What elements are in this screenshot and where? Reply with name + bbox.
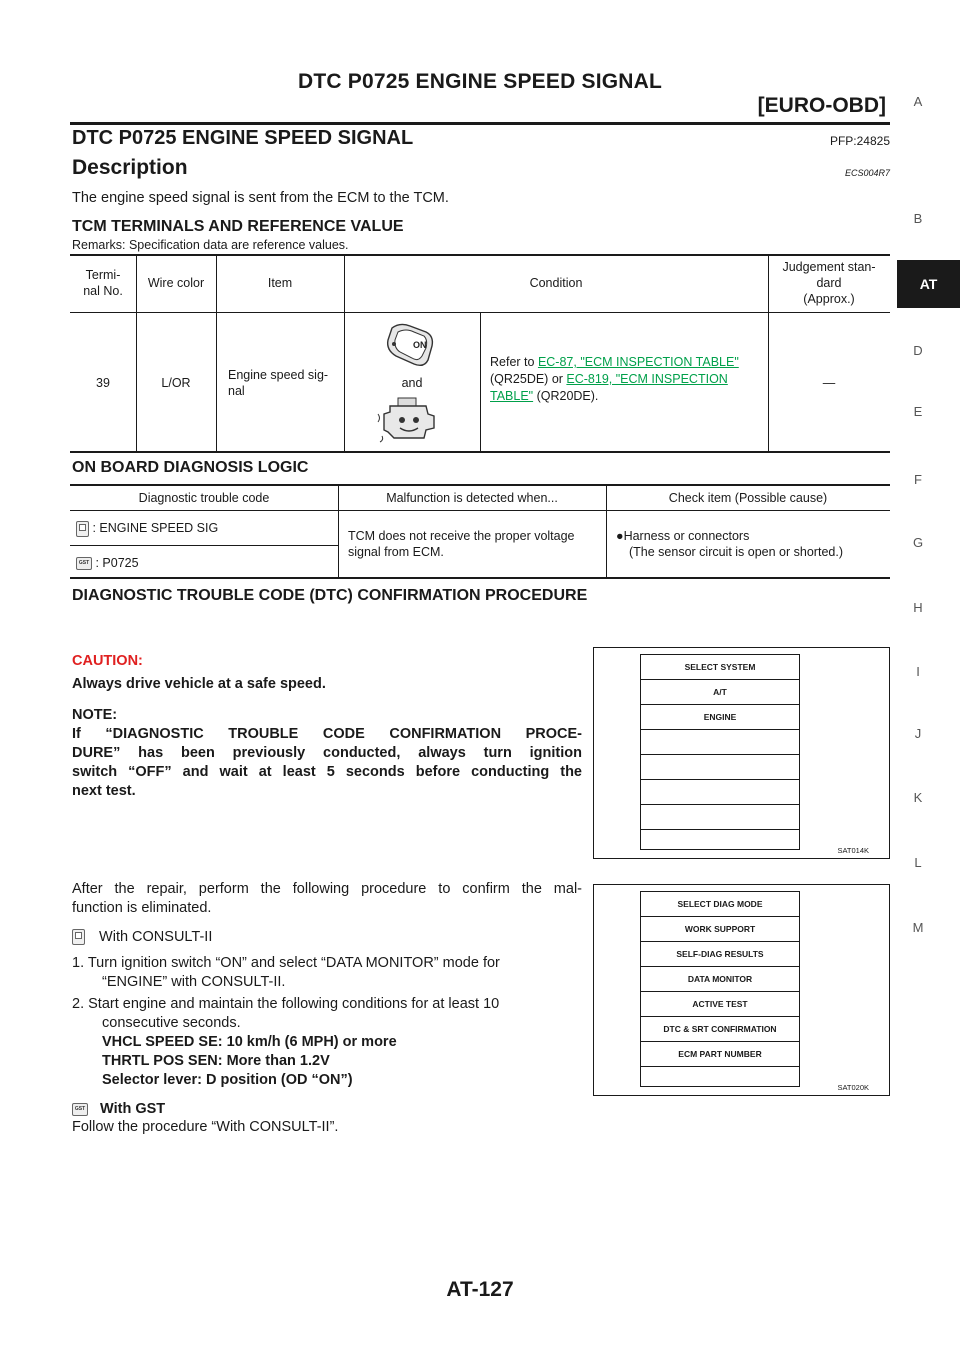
gst-instruction: Follow the procedure “With CONSULT-II”. — [72, 1119, 339, 1135]
col-header-dtc: Diagnostic trouble code — [138, 491, 270, 505]
figure-code: SAT014K — [837, 846, 869, 855]
cell-terminal: 39 — [96, 376, 110, 390]
procedure-heading: DIAGNOSTIC TROUBLE CODE (DTC) CONFIRMATION PROCEDURE — [72, 587, 588, 604]
note-line: next test. — [72, 783, 136, 799]
link-ec819-ecm-inspection-table[interactable]: EC-819, "ECM INSPECTION — [566, 372, 728, 386]
check-item-line1: Harness or connectors — [623, 529, 750, 543]
screen-row-ecm-part-number: ECM PART NUMBER — [641, 1041, 799, 1066]
section-title: DTC P0725 ENGINE SPEED SIGNAL — [72, 127, 414, 149]
step-1 — [72, 954, 582, 992]
side-index-i[interactable]: I — [916, 664, 920, 679]
screen-row-at: A/T — [641, 679, 799, 704]
description-text: The engine speed signal is sent from the ECM to the TCM. — [72, 190, 449, 206]
step-2 — [72, 995, 582, 1090]
screen-row-dtc-srt: DTC & SRT CONFIRMATION — [641, 1016, 799, 1041]
col-header-check-item: Check item (Possible cause) — [668, 491, 828, 505]
running-header-title: DTC P0725 ENGINE SPEED SIGNAL — [297, 70, 663, 93]
side-index-f[interactable]: F — [914, 472, 922, 487]
tcm-table-remarks: Remarks: Specification data are reference values. — [72, 238, 349, 252]
with-consult-label — [72, 928, 212, 947]
table-divider — [480, 312, 481, 453]
tcm-table-heading: TCM TERMINALS AND REFERENCE VALUE — [72, 218, 404, 235]
note-line: DURE” has been previously conducted, always turn ignition — [72, 745, 582, 761]
dtc-consult — [76, 520, 336, 537]
consult-tool-icon — [76, 521, 89, 537]
screen-row — [641, 729, 799, 754]
caution-text: Always drive vehicle at a safe speed. — [72, 676, 326, 692]
step-2-line: 2. Start engine and maintain the following conditions for at least 10 — [72, 996, 500, 1012]
obd-table — [70, 484, 890, 580]
col-header-malfunction: Malfunction is detected when... — [386, 491, 558, 505]
table-rule — [70, 484, 890, 486]
table-rule — [70, 545, 338, 546]
screen-row-self-diag-results: SELF-DIAG RESULTS — [641, 941, 799, 966]
select-diag-mode-screen — [640, 891, 800, 1087]
reference-suffix: (QR20DE). — [533, 389, 599, 403]
reference-prefix: Refer to — [490, 355, 538, 369]
check-item-line2: (The sensor circuit is open or shorted.) — [629, 545, 843, 559]
side-index-k[interactable]: K — [913, 790, 923, 805]
side-index-m[interactable]: M — [912, 920, 924, 935]
header-rule — [70, 122, 890, 125]
screen-row: SELECT DIAG MODE — [677, 899, 763, 909]
note-text — [72, 725, 582, 801]
col-header-condition: Condition — [529, 276, 583, 290]
dtc-consult-text: : ENGINE SPEED SIG — [92, 521, 219, 535]
side-index-a[interactable]: A — [913, 94, 923, 109]
screen-row — [641, 829, 799, 854]
page-number: AT-127 — [446, 1278, 514, 1301]
reference-mid: (QR25DE) or — [490, 372, 567, 386]
side-index-e[interactable]: E — [913, 404, 923, 419]
pfp-code: PFP:24825 — [829, 134, 890, 148]
table-rule — [70, 510, 890, 511]
screen-row-data-monitor: DATA MONITOR — [641, 966, 799, 991]
after-repair-text — [72, 880, 582, 918]
link-ec819-ecm-inspection-table-cont[interactable]: TABLE" — [490, 389, 534, 403]
screen-row-engine: ENGINE — [641, 704, 799, 729]
col-header-terminal: Termi- nal No. — [83, 268, 123, 298]
cell-condition-reference — [490, 354, 766, 405]
screen-row — [641, 779, 799, 804]
figure-select-system — [593, 647, 890, 859]
cell-item: Engine speed sig- nal — [228, 368, 329, 398]
side-index-l[interactable]: L — [914, 855, 922, 870]
description-code: ECS004R7 — [844, 168, 890, 178]
malfunction-text: TCM does not receive the proper voltage signal from ECM. — [348, 529, 575, 559]
step-2-line: consecutive seconds. — [102, 1015, 241, 1031]
side-index-d[interactable]: D — [913, 343, 923, 358]
figure-code: SAT020K — [837, 1083, 869, 1092]
after-repair-line: function is eliminated. — [72, 900, 212, 916]
caution-label: CAUTION: — [72, 653, 143, 669]
with-consult-text: With CONSULT-II — [99, 929, 213, 945]
ignition-key-on-icon — [382, 320, 438, 370]
col-header-wire: Wire color — [147, 276, 205, 290]
condition-vehicle-speed: VHCL SPEED SE: 10 km/h (6 MPH) or more — [102, 1034, 397, 1050]
engine-running-icon — [376, 392, 440, 444]
note-line: switch “OFF” and wait at least 5 seconds before conducting the — [72, 764, 582, 780]
condition-throttle-position: THRTL POS SEN: More than 1.2V — [102, 1053, 330, 1069]
note-line: If “DIAGNOSTIC TROUBLE CODE CONFIRMATION PROCE- — [72, 726, 582, 742]
condition-selector-lever: Selector lever: D position (OD “ON”) — [102, 1072, 353, 1088]
step-1-line: “ENGINE” with CONSULT-II. — [102, 974, 286, 990]
obd-logic-heading: ON BOARD DIAGNOSIS LOGIC — [72, 459, 309, 476]
col-header-judgement: Judgement stan- dard (Approx.) — [782, 260, 876, 306]
bullet-icon: ● — [616, 529, 624, 543]
cell-and: and — [401, 376, 423, 390]
table-rule — [70, 577, 890, 579]
tcm-table — [70, 254, 890, 454]
after-repair-line: After the repair, perform the following procedure to confirm the mal- — [72, 881, 582, 897]
figure-select-diag-mode — [593, 884, 890, 1096]
cell-wire-color: L/OR — [161, 376, 191, 390]
dtc-gst — [76, 555, 336, 571]
svg-text:ON: ON — [413, 340, 427, 350]
cell-judgement: — — [822, 376, 836, 390]
side-index-b[interactable]: B — [913, 211, 923, 226]
running-header-subtitle: [EURO-OBD] — [757, 94, 886, 117]
screen-row — [641, 804, 799, 829]
with-gst-label — [72, 1100, 165, 1119]
screen-row — [641, 1066, 799, 1091]
screen-row: SELECT SYSTEM — [684, 662, 756, 672]
side-index-j[interactable]: J — [914, 726, 922, 741]
gst-tool-icon: GST — [72, 1103, 88, 1116]
screen-row-work-support: WORK SUPPORT — [641, 916, 799, 941]
consult-tool-icon — [72, 929, 85, 945]
side-index-h[interactable]: H — [913, 600, 923, 615]
step-1-line: 1. Turn ignition switch “ON” and select “DATA MONITOR” mode for — [72, 955, 500, 971]
side-index-g[interactable]: G — [912, 535, 924, 550]
with-gst-text: With GST — [100, 1101, 166, 1117]
col-header-item: Item — [267, 276, 293, 290]
note-label: NOTE: — [72, 707, 118, 723]
check-item — [616, 528, 888, 560]
link-ec87-ecm-inspection-table[interactable]: EC-87, "ECM INSPECTION TABLE" — [537, 355, 739, 369]
gst-tool-icon: GST — [76, 557, 92, 570]
description-heading: Description — [72, 156, 188, 179]
dtc-gst-text: : P0725 — [95, 556, 139, 570]
screen-row — [641, 754, 799, 779]
side-index-at-tab[interactable]: AT — [897, 260, 960, 308]
screen-row-active-test: ACTIVE TEST — [641, 991, 799, 1016]
table-rule — [70, 254, 890, 256]
select-system-screen — [640, 654, 800, 850]
